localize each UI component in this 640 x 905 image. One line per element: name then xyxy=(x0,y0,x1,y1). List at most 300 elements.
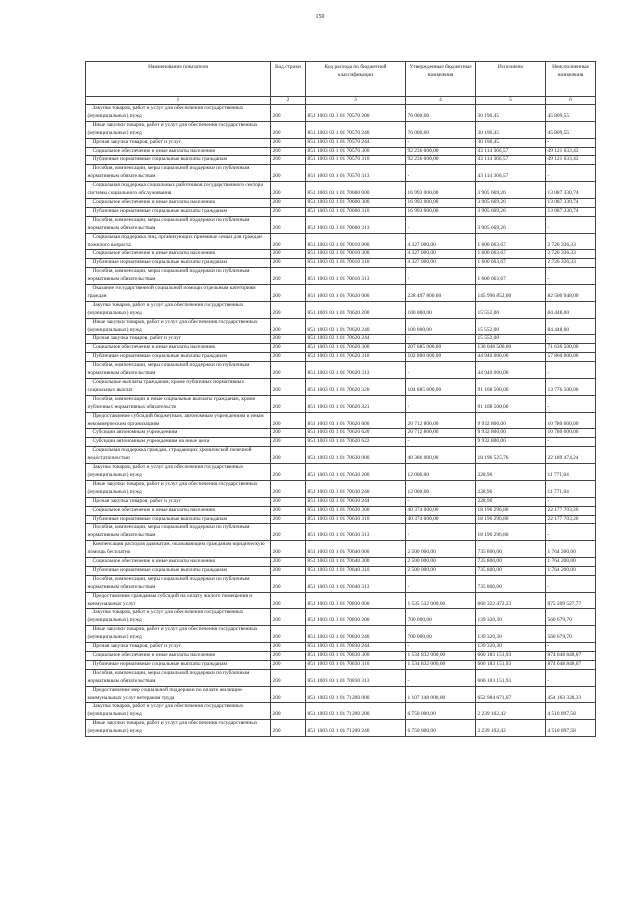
executed-amount: 9 932 800,00 xyxy=(476,412,546,429)
unexecuted-amount: 84 448,00 xyxy=(546,301,596,318)
indicator-name: Субсидии автономным учреждениям на иные цели xyxy=(86,438,271,447)
header-unexecuted: Неисполненные назначения xyxy=(546,62,596,97)
unexecuted-amount: 45 809,55 xyxy=(546,121,596,138)
unexecuted-amount: 4 510 897,58 xyxy=(546,703,596,720)
executed-amount: 43 114 366,57 xyxy=(476,165,546,182)
line-code: 200 xyxy=(271,318,306,335)
budget-code: 851 1003 03 1 01 70830 000 xyxy=(306,592,406,609)
executed-amount: 660 183 151,93 xyxy=(476,660,546,669)
executed-amount: 652 984 671,67 xyxy=(476,686,546,703)
header-executed: Исполнено xyxy=(476,62,546,97)
table-row xyxy=(86,643,596,652)
line-code: 200 xyxy=(271,233,306,250)
indicator-name: Пособия, компенсации, меры социальной поддержки по публичным нормативным обязательствам xyxy=(86,669,271,686)
indicator-name: Оказание государственной социальной помощи отдельным категориям граждан xyxy=(86,285,271,302)
executed-amount: 30 190,45 xyxy=(476,138,546,147)
line-code: 200 xyxy=(271,138,306,147)
budget-code: 851 1003 03 1 01 70830 240 xyxy=(306,626,406,643)
budget-code: 851 1003 03 1 01 70620 000 xyxy=(306,285,406,302)
indicator-name: Социальное обеспечение и иные выплаты населению xyxy=(86,558,271,567)
approved-amount: 40 374 000,00 xyxy=(406,515,476,524)
column-number-row xyxy=(86,97,596,105)
indicator-name: Социальные выплаты гражданам, кроме публичных нормативных социальных выплат xyxy=(86,379,271,396)
executed-amount: 18 196 296,80 xyxy=(476,506,546,515)
executed-amount: 30 190,45 xyxy=(476,121,546,138)
line-code: 200 xyxy=(271,165,306,182)
budget-code: 851 1003 03 1 01 70600 300 xyxy=(306,198,406,207)
line-code: 200 xyxy=(271,301,306,318)
indicator-name: Социальная поддержка граждан, страдающих хронической почечной недостаточностью xyxy=(86,447,271,464)
unexecuted-amount: 874 648 848,07 xyxy=(546,652,596,661)
executed-amount: 3 905 669,26 xyxy=(476,182,546,199)
line-code: 200 xyxy=(271,395,306,412)
approved-amount: - xyxy=(406,524,476,541)
approved-amount: 20 712 800,00 xyxy=(406,412,476,429)
executed-amount: 43 114 366,57 xyxy=(476,147,546,156)
approved-amount: - xyxy=(406,438,476,447)
budget-code: 851 1003 03 1 01 70600 313 xyxy=(306,216,406,233)
approved-amount: - xyxy=(406,575,476,592)
executed-amount: 735 800,00 xyxy=(476,566,546,575)
executed-amount: 1 600 663,67 xyxy=(476,268,546,285)
unexecuted-amount: 22 177 703,20 xyxy=(546,515,596,524)
table-row xyxy=(86,121,596,138)
executed-amount: 91 108 500,00 xyxy=(476,395,546,412)
approved-amount: - xyxy=(406,395,476,412)
approved-amount: 16 993 000,00 xyxy=(406,182,476,199)
line-code: 200 xyxy=(271,216,306,233)
indicator-name: Пособия, компенсации, меры социальной поддержки по публичным нормативным обязательствам xyxy=(86,216,271,233)
approved-amount: 2 500 000,00 xyxy=(406,566,476,575)
table-row xyxy=(86,541,596,558)
line-code: 200 xyxy=(271,669,306,686)
indicator-name: Публичные нормативные социальные выплаты гражданам xyxy=(86,207,271,216)
table-row xyxy=(86,182,596,199)
unexecuted-amount: - xyxy=(546,165,596,182)
approved-amount: 1 107 148 000,00 xyxy=(406,686,476,703)
budget-code: 851 1003 03 1 01 71200 000 xyxy=(306,686,406,703)
table-row xyxy=(86,464,596,481)
executed-amount: 228,96 xyxy=(476,480,546,497)
budget-code: 851 1003 03 1 01 70830 244 xyxy=(306,643,406,652)
line-code: 200 xyxy=(271,268,306,285)
table-row xyxy=(86,412,596,429)
executed-amount: 3 905 669,26 xyxy=(476,216,546,233)
indicator-name: Закупка товаров, работ и услуг для обеспечения государственных (муниципальных) нужд xyxy=(86,301,271,318)
line-code: 200 xyxy=(271,480,306,497)
approved-amount: 100 000,00 xyxy=(406,318,476,335)
unexecuted-amount: 71 636 500,00 xyxy=(546,344,596,353)
executed-amount: 735 800,00 xyxy=(476,558,546,567)
approved-amount: - xyxy=(406,362,476,379)
table-row xyxy=(86,609,596,626)
executed-amount: 9 932 800,00 xyxy=(476,429,546,438)
approved-amount: 92 236 000,00 xyxy=(406,147,476,156)
line-code: 200 xyxy=(271,156,306,165)
header-budget-code: Код расхода по бюджетной классификации xyxy=(306,62,406,97)
executed-amount: 2 239 102,42 xyxy=(476,720,546,737)
unexecuted-amount: - xyxy=(546,138,596,147)
unexecuted-amount: 1 764 200,00 xyxy=(546,558,596,567)
approved-amount: 6 750 000,00 xyxy=(406,720,476,737)
approved-amount: - xyxy=(406,165,476,182)
executed-amount: 18 196 525,76 xyxy=(476,447,546,464)
page-number: 150 xyxy=(315,14,325,20)
line-code: 200 xyxy=(271,335,306,344)
executed-amount: 44 940 000,00 xyxy=(476,362,546,379)
unexecuted-amount: 4 510 897,58 xyxy=(546,720,596,737)
budget-code: 851 1003 03 1 01 71200 240 xyxy=(306,720,406,737)
budget-code: 851 1003 03 1 01 70610 000 xyxy=(306,233,406,250)
approved-amount: 2 500 000,00 xyxy=(406,558,476,567)
unexecuted-amount: 82 500 948,00 xyxy=(546,285,596,302)
column-number: 2 xyxy=(271,97,306,105)
column-number: 3 xyxy=(306,97,406,105)
table-row xyxy=(86,720,596,737)
unexecuted-amount: 874 648 848,07 xyxy=(546,660,596,669)
table-row xyxy=(86,515,596,524)
unexecuted-amount: 560 679,70 xyxy=(546,609,596,626)
indicator-name: Публичные нормативные социальные выплаты гражданам xyxy=(86,156,271,165)
unexecuted-amount: 13 087 330,74 xyxy=(546,182,596,199)
unexecuted-amount: 49 121 633,43 xyxy=(546,147,596,156)
approved-amount: 4 327 000,00 xyxy=(406,250,476,259)
budget-code: 851 1003 03 1 01 70630 300 xyxy=(306,506,406,515)
table-row xyxy=(86,198,596,207)
approved-amount: 700 000,00 xyxy=(406,609,476,626)
line-code: 200 xyxy=(271,720,306,737)
budget-code: 851 1003 03 1 01 70620 600 xyxy=(306,412,406,429)
line-code: 200 xyxy=(271,703,306,720)
table-row xyxy=(86,703,596,720)
budget-code: 851 1003 03 1 01 70640 310 xyxy=(306,566,406,575)
budget-code: 851 1003 03 1 01 70830 300 xyxy=(306,652,406,661)
executed-amount: 660 183 151,93 xyxy=(476,652,546,661)
header-indicator-name: Наименование показателя xyxy=(86,62,271,97)
approved-amount: 16 993 000,00 xyxy=(406,198,476,207)
table-row xyxy=(86,165,596,182)
approved-amount: 102 800 000,00 xyxy=(406,353,476,362)
line-code: 200 xyxy=(271,438,306,447)
line-code: 200 xyxy=(271,575,306,592)
table-row xyxy=(86,524,596,541)
unexecuted-amount: - xyxy=(546,524,596,541)
budget-code: 851 1003 03 1 01 70610 313 xyxy=(306,268,406,285)
indicator-name: Предоставление субсидий бюджетным, автономным учреждениям и иным некоммерческим организациям xyxy=(86,412,271,429)
budget-code: 851 1003 03 1 01 70570 240 xyxy=(306,121,406,138)
budget-code: 851 1003 03 1 01 70570 244 xyxy=(306,138,406,147)
indicator-name: Публичные нормативные социальные выплаты гражданам xyxy=(86,515,271,524)
column-number: 4 xyxy=(406,97,476,105)
executed-amount: 660 322 472,23 xyxy=(476,592,546,609)
line-code: 200 xyxy=(271,626,306,643)
line-code: 200 xyxy=(271,344,306,353)
budget-code: 851 1003 03 1 01 70570 310 xyxy=(306,156,406,165)
budget-code: 851 1003 03 1 01 70620 321 xyxy=(306,395,406,412)
line-code: 200 xyxy=(271,643,306,652)
table-row xyxy=(86,669,596,686)
line-code: 200 xyxy=(271,652,306,661)
line-code: 200 xyxy=(271,609,306,626)
indicator-name: Социальная поддержка социальных работников государственного сектора системы социального обслуживания xyxy=(86,182,271,199)
line-code: 200 xyxy=(271,464,306,481)
executed-amount: 139 320,30 xyxy=(476,609,546,626)
table-row xyxy=(86,105,596,122)
indicator-name: Публичные нормативные социальные выплаты гражданам xyxy=(86,353,271,362)
indicator-name: Прочая закупка товаров, работ и услуг xyxy=(86,643,271,652)
indicator-name: Прочая закупка товаров, работ и услуг xyxy=(86,138,271,147)
executed-amount: 139 320,30 xyxy=(476,626,546,643)
executed-amount: 139 320,30 xyxy=(476,643,546,652)
table-row xyxy=(86,506,596,515)
table-row xyxy=(86,438,596,447)
table-row xyxy=(86,480,596,497)
line-code: 200 xyxy=(271,686,306,703)
unexecuted-amount: 2 726 336,33 xyxy=(546,233,596,250)
unexecuted-amount: 13 087 330,74 xyxy=(546,198,596,207)
executed-amount: 136 048 500,00 xyxy=(476,344,546,353)
indicator-name: Социальное обеспечение и иные выплаты населению xyxy=(86,344,271,353)
indicator-name: Предоставление гражданам субсидий на оплату жилого помещения и коммунальных услуг xyxy=(86,592,271,609)
budget-code: 851 1003 03 1 01 70570 313 xyxy=(306,165,406,182)
executed-amount: 15 552,00 xyxy=(476,335,546,344)
executed-amount: 228,96 xyxy=(476,464,546,481)
executed-amount: 2 239 102,42 xyxy=(476,703,546,720)
unexecuted-amount: - xyxy=(546,575,596,592)
approved-amount: 2 500 000,00 xyxy=(406,541,476,558)
approved-amount: 207 685 000,00 xyxy=(406,344,476,353)
executed-amount: 1 600 663,67 xyxy=(476,233,546,250)
approved-amount: 16 993 000,00 xyxy=(406,207,476,216)
indicator-name: Иные закупки товаров, работ и услуг для обеспечения государственных (муниципальных) нужд xyxy=(86,480,271,497)
budget-code: 851 1003 03 1 01 70640 300 xyxy=(306,558,406,567)
table-row xyxy=(86,318,596,335)
approved-amount: 76 000,00 xyxy=(406,121,476,138)
budget-code: 851 1003 03 1 01 70600 000 xyxy=(306,182,406,199)
approved-amount: - xyxy=(406,497,476,506)
approved-amount: - xyxy=(406,669,476,686)
unexecuted-amount: 2 726 336,33 xyxy=(546,259,596,268)
executed-amount: 735 800,00 xyxy=(476,575,546,592)
line-code: 200 xyxy=(271,447,306,464)
line-code: 200 xyxy=(271,429,306,438)
table-row xyxy=(86,250,596,259)
indicator-name: Пособия, компенсации, меры социальной поддержки по публичным нормативным обязательствам xyxy=(86,268,271,285)
executed-amount: 1 600 663,67 xyxy=(476,250,546,259)
table-row xyxy=(86,335,596,344)
indicator-name: Социальное обеспечение и иные выплаты населению xyxy=(86,506,271,515)
executed-amount: 9 932 800,00 xyxy=(476,438,546,447)
unexecuted-amount: 84 448,00 xyxy=(546,318,596,335)
indicator-name: Иные закупки товаров, работ и услуг для обеспечения государственных (муниципальных) нужд xyxy=(86,121,271,138)
indicator-name: Закупка товаров, работ и услуг для обеспечения государственных (муниципальных) нужд xyxy=(86,105,271,122)
budget-code: 851 1003 03 1 01 70600 310 xyxy=(306,207,406,216)
executed-amount: 18 196 296,80 xyxy=(476,515,546,524)
budget-code: 851 1003 03 1 01 70830 313 xyxy=(306,669,406,686)
table-row xyxy=(86,660,596,669)
header-line-code: Код строки xyxy=(271,62,306,97)
indicator-name: Публичные нормативные социальные выплаты гражданам xyxy=(86,259,271,268)
line-code: 200 xyxy=(271,285,306,302)
budget-code: 851 1003 03 1 01 70640 000 xyxy=(306,541,406,558)
unexecuted-amount: 1 764 200,00 xyxy=(546,541,596,558)
budget-code: 851 1003 03 1 01 70620 310 xyxy=(306,353,406,362)
executed-amount: 660 183 151,93 xyxy=(476,669,546,686)
executed-amount: 15 552,00 xyxy=(476,318,546,335)
approved-amount: 228 497 800,00 xyxy=(406,285,476,302)
table-row xyxy=(86,268,596,285)
line-code: 200 xyxy=(271,121,306,138)
executed-amount: 3 905 669,26 xyxy=(476,207,546,216)
column-number: 6 xyxy=(546,97,596,105)
unexecuted-amount: 1 764 200,00 xyxy=(546,566,596,575)
table-row xyxy=(86,147,596,156)
table-row xyxy=(86,301,596,318)
unexecuted-amount: 22 189 474,24 xyxy=(546,447,596,464)
unexecuted-amount: 10 780 000,00 xyxy=(546,429,596,438)
unexecuted-amount: 11 771,04 xyxy=(546,480,596,497)
table-row xyxy=(86,156,596,165)
approved-amount: 12 000,00 xyxy=(406,464,476,481)
unexecuted-amount: - xyxy=(546,268,596,285)
budget-code: 851 1003 03 1 01 70620 244 xyxy=(306,335,406,344)
indicator-name: Иные закупки товаров, работ и услуг для обеспечения государственных (муниципальных) нужд xyxy=(86,318,271,335)
budget-code: 851 1003 03 1 01 70570 300 xyxy=(306,147,406,156)
indicator-name: Предоставление мер социальной поддержки по оплате жилищно-коммунальных услуг ветеранам труда xyxy=(86,686,271,703)
budget-code: 851 1003 03 1 01 70570 200 xyxy=(306,105,406,122)
unexecuted-amount: 2 726 336,33 xyxy=(546,250,596,259)
indicator-name: Закупка товаров, работ и услуг для обеспечения государственных (муниципальных) нужд xyxy=(86,703,271,720)
budget-code: 851 1003 03 1 01 70610 300 xyxy=(306,250,406,259)
budget-code: 851 1003 03 1 01 71200 200 xyxy=(306,703,406,720)
line-code: 200 xyxy=(271,558,306,567)
budget-code: 851 1003 03 1 01 70640 313 xyxy=(306,575,406,592)
column-number: 1 xyxy=(86,97,271,105)
unexecuted-amount: - xyxy=(546,669,596,686)
line-code: 200 xyxy=(271,566,306,575)
line-code: 200 xyxy=(271,592,306,609)
unexecuted-amount: 875 209 527,77 xyxy=(546,592,596,609)
unexecuted-amount: - xyxy=(546,395,596,412)
table-row xyxy=(86,362,596,379)
budget-code: 851 1003 03 1 01 70630 200 xyxy=(306,464,406,481)
line-code: 200 xyxy=(271,412,306,429)
approved-amount: 92 236 000,00 xyxy=(406,156,476,165)
approved-amount: 20 712 800,00 xyxy=(406,429,476,438)
table-row xyxy=(86,207,596,216)
budget-code: 851 1003 03 1 01 70630 000 xyxy=(306,447,406,464)
table-row xyxy=(86,233,596,250)
indicator-name: Пособия, компенсации и иные социальные выплаты гражданам, кроме публичных нормативных обязательств xyxy=(86,395,271,412)
unexecuted-amount: - xyxy=(546,362,596,379)
approved-amount: 76 000,00 xyxy=(406,105,476,122)
budget-code: 851 1003 03 1 01 70630 313 xyxy=(306,524,406,541)
indicator-name: Социальное обеспечение и иные выплаты населению xyxy=(86,652,271,661)
table-row xyxy=(86,566,596,575)
column-number: 5 xyxy=(476,97,546,105)
unexecuted-amount: 11 771,04 xyxy=(546,464,596,481)
approved-amount: 1 535 532 000,00 xyxy=(406,592,476,609)
table-row xyxy=(86,575,596,592)
table-row xyxy=(86,353,596,362)
executed-amount: 91 108 500,00 xyxy=(476,379,546,396)
indicator-name: Закупка товаров, работ и услуг для обеспечения государственных (муниципальных) нужд xyxy=(86,464,271,481)
table-row xyxy=(86,497,596,506)
approved-amount: - xyxy=(406,138,476,147)
line-code: 200 xyxy=(271,207,306,216)
approved-amount: - xyxy=(406,268,476,285)
budget-code: 851 1003 03 1 01 70830 310 xyxy=(306,660,406,669)
line-code: 200 xyxy=(271,105,306,122)
indicator-name: Прочая закупка товаров, работ и услуг xyxy=(86,497,271,506)
approved-amount: 40 374 000,00 xyxy=(406,506,476,515)
line-code: 200 xyxy=(271,250,306,259)
table-row xyxy=(86,558,596,567)
line-code: 200 xyxy=(271,362,306,379)
budget-code: 851 1003 03 1 01 70620 200 xyxy=(306,301,406,318)
table-row xyxy=(86,429,596,438)
budget-code: 851 1003 03 1 01 70620 313 xyxy=(306,362,406,379)
executed-amount: 18 196 296,80 xyxy=(476,524,546,541)
indicator-name: Прочая закупка товаров, работ и услуг xyxy=(86,335,271,344)
executed-amount: 3 905 669,26 xyxy=(476,198,546,207)
table-row xyxy=(86,652,596,661)
budget-code: 851 1003 03 1 01 70620 300 xyxy=(306,344,406,353)
executed-amount: 15 552,00 xyxy=(476,301,546,318)
approved-amount: 104 885 000,00 xyxy=(406,379,476,396)
approved-amount: 1 534 832 000,00 xyxy=(406,660,476,669)
budget-code: 851 1003 03 1 01 70620 240 xyxy=(306,318,406,335)
unexecuted-amount: - xyxy=(546,216,596,233)
indicator-name: Иные закупки товаров, работ и услуг для обеспечения государственных (муниципальных) нужд xyxy=(86,720,271,737)
executed-amount: 735 800,00 xyxy=(476,541,546,558)
table-row xyxy=(86,447,596,464)
line-code: 200 xyxy=(271,259,306,268)
unexecuted-amount: 560 679,70 xyxy=(546,626,596,643)
budget-code: 851 1003 03 1 01 70620 320 xyxy=(306,379,406,396)
executed-amount: 44 940 000,00 xyxy=(476,353,546,362)
table-row xyxy=(86,344,596,353)
line-code: 200 xyxy=(271,198,306,207)
line-code: 200 xyxy=(271,497,306,506)
indicator-name: Закупка товаров, работ и услуг для обеспечения государственных (муниципальных) нужд xyxy=(86,609,271,626)
executed-amount: 1 600 663,67 xyxy=(476,259,546,268)
approved-amount: - xyxy=(406,335,476,344)
header-row xyxy=(86,62,596,97)
line-code: 200 xyxy=(271,353,306,362)
line-code: 200 xyxy=(271,524,306,541)
unexecuted-amount: 45 809,55 xyxy=(546,105,596,122)
approved-amount: 100 000,00 xyxy=(406,301,476,318)
indicator-name: Публичные нормативные социальные выплаты гражданам xyxy=(86,566,271,575)
unexecuted-amount: - xyxy=(546,643,596,652)
budget-code: 851 1003 03 1 01 70610 310 xyxy=(306,259,406,268)
line-code: 200 xyxy=(271,506,306,515)
table-row xyxy=(86,395,596,412)
indicator-name: Социальная поддержка лиц, организующих приемные семьи для граждан пожилого возраста xyxy=(86,233,271,250)
executed-amount: 228,96 xyxy=(476,497,546,506)
approved-amount: 12 000,00 xyxy=(406,480,476,497)
table-row xyxy=(86,626,596,643)
line-code: 200 xyxy=(271,182,306,199)
table-row xyxy=(86,216,596,233)
approved-amount: 700 000,00 xyxy=(406,626,476,643)
table-row xyxy=(86,285,596,302)
header-approved: Утвержденные бюджетные назначения xyxy=(406,62,476,97)
indicator-name: Компенсация расходов адвокатам, оказывающим гражданам юридическую помощь бесплатно xyxy=(86,541,271,558)
unexecuted-amount: 13 776 500,00 xyxy=(546,379,596,396)
unexecuted-amount: 57 860 000,00 xyxy=(546,353,596,362)
